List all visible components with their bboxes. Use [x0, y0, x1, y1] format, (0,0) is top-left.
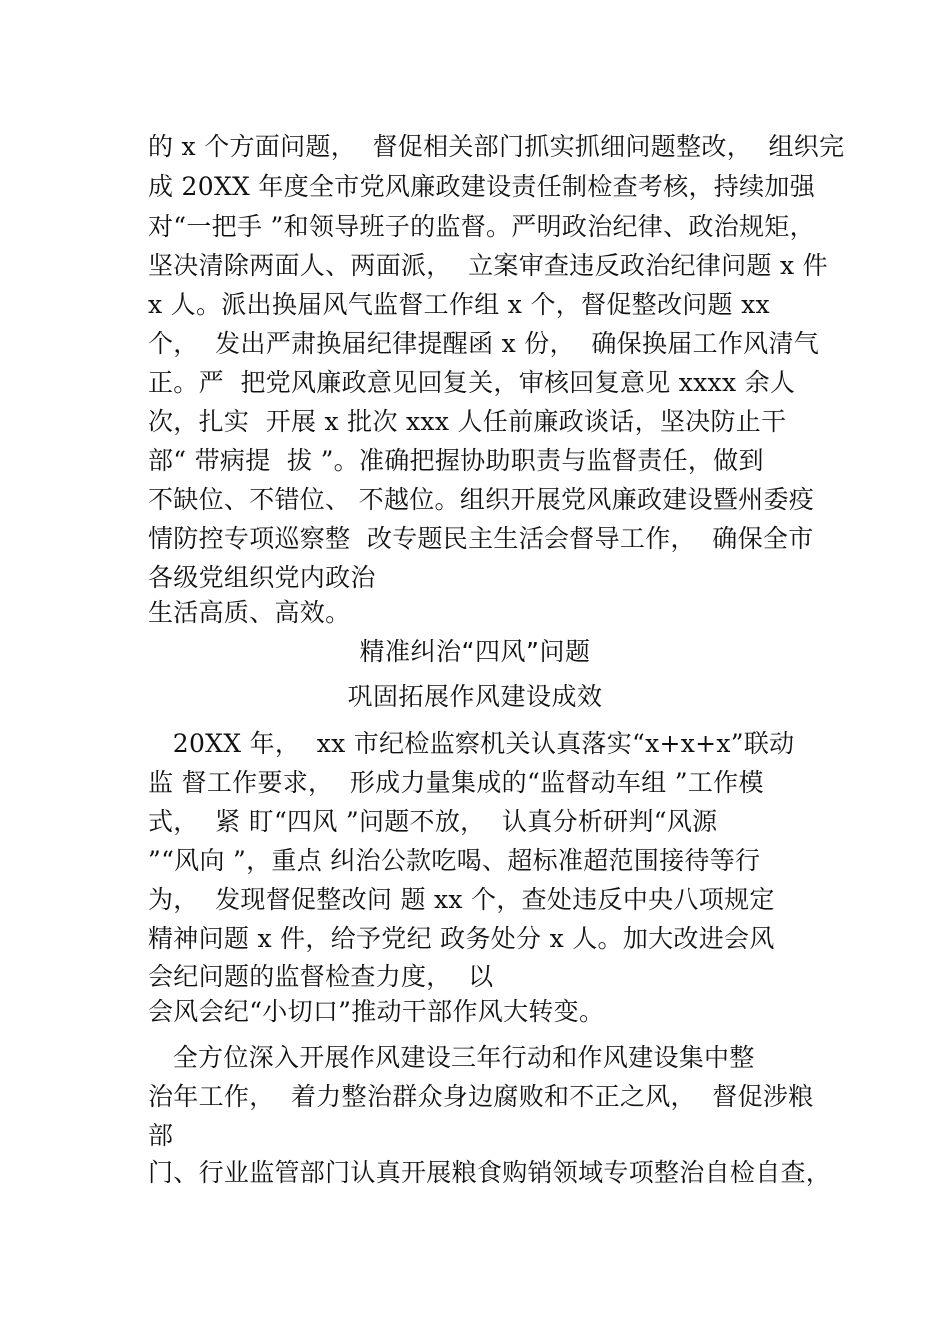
paragraph-line: 会纪问题的监督检查力度， 以	[148, 962, 494, 991]
paragraph-line: 门、行业监管部门认真开展粮食购销领域专项整治自检自查，	[148, 1158, 832, 1187]
paragraph-line: 次，扎实 开展 x 批次 xxx 人任前廉政谈话，坚决防止干	[148, 407, 787, 436]
paragraph-line: 对“一把手 ”和领导班子的监督。严明政治纪律、政治规矩，	[148, 212, 815, 241]
paragraph-line: 全方位深入开展作风建设三年行动和作风建设集中整	[148, 1043, 755, 1072]
paragraph-line: 监 督工作要求， 形成力量集成的“监督动车组 ”工作模	[148, 768, 764, 797]
paragraph-line: 部“ 带病提 拔 ”。准确把握协助职责与监督责任，做到	[148, 446, 764, 475]
section-heading: 精准纠治“四风”问题	[359, 637, 591, 666]
paragraph-line: 个， 发出严肃换届纪律提醒函 x 份， 确保换届工作风清气	[148, 329, 820, 358]
paragraph-line: 精神问题 x 件，给予党纪 政务处分 x 人。加大改进会风	[148, 924, 775, 953]
paragraph-line: 正。严 把党风廉政意见回复关，审核回复意见 xxxx 余人	[148, 368, 796, 397]
paragraph-line: x 人。派出换届风气监督工作组 x 个，督促整改问题 xx	[148, 290, 770, 319]
section-subheading: 巩固拓展作风建设成效	[347, 682, 603, 711]
paragraph-line: 20XX 年， xx 市纪检监察机关认真落实“x+x+x”联动	[148, 729, 795, 758]
paragraph-line: 成 20XX 年度全市党风廉政建设责任制检查考核，持续加强	[148, 172, 816, 201]
paragraph-line: 生活高质、高效。	[148, 598, 351, 627]
paragraph-line: 的 x 个方面问题， 督促相关部门抓实抓细问题整改， 组织完	[148, 132, 845, 161]
paragraph-line: 会风会纪“小切口”推动干部作风大转变。	[148, 997, 605, 1026]
paragraph-line: 情防控专项巡察整 改专题民主生活会督导工作， 确保全市	[148, 524, 814, 553]
paragraph-line: 治年工作， 着力整治群众身边腐败和不正之风， 督促涉粮	[148, 1082, 814, 1111]
paragraph-line: 式， 紧 盯“四风 ”问题不放， 认真分析研判“风源	[148, 807, 718, 836]
paragraph-line: 各级党组织党内政治	[148, 563, 376, 592]
paragraph-line: 坚决清除两面人、两面派， 立案审查违反政治纪律问题 x 件	[148, 251, 828, 280]
paragraph-line: ”“风向 ”，重点 纠治公款吃喝、超标准超范围接待等行	[148, 846, 761, 875]
paragraph-line: 部	[148, 1121, 174, 1150]
paragraph-line: 为， 发现督促整改问 题 xx 个，查处违反中央八项规定	[148, 885, 775, 914]
paragraph-line: 不缺位、不错位、 不越位。组织开展党风廉政建设暨州委疫	[148, 485, 815, 514]
